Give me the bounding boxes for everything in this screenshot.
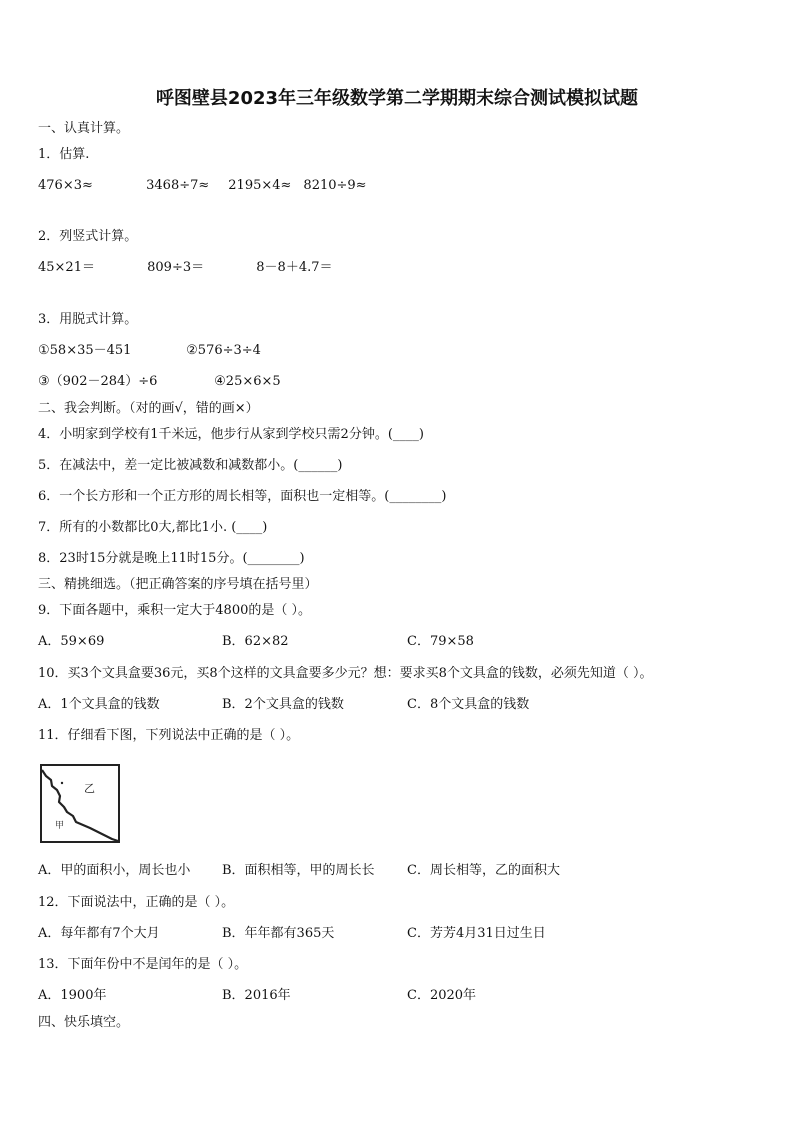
question-1-items xyxy=(38,178,367,194)
section-heading-2: 二、我会判断。（对的画√，错的画×） xyxy=(38,401,259,416)
question-11-stem: 11．仔细看下图，下列说法中正确的是（ ）。 xyxy=(38,728,300,743)
question-10-stem: 10．买3个文具盒要36元，买8个这样的文具盒要多少元？想：要求买8个文具盒的钱数，必须先知道（ ）。 xyxy=(38,666,653,681)
question-11-option-a: A．甲的面积小，周长也小 xyxy=(38,863,191,878)
vertical-calc-item: 809÷3＝ xyxy=(147,260,205,275)
estimate-item: 2195×4≈ xyxy=(228,178,292,193)
region-label-jia: 甲 xyxy=(55,821,65,831)
question-9-option-a: A．59×69 xyxy=(38,634,105,649)
question-11-figure xyxy=(38,762,122,844)
page-title: 呼图壁县2023年三年级数学第二学期期末综合测试模拟试题 xyxy=(155,88,639,109)
question-11-option-c: C．周长相等，乙的面积大 xyxy=(407,863,560,878)
stepwise-calc-item: ③（902－284）÷6 xyxy=(38,374,158,389)
vertical-calc-item: 45×21＝ xyxy=(38,260,95,275)
question-12-option-b: B．年年都有365天 xyxy=(222,926,335,941)
region-diagram xyxy=(38,762,122,844)
question-10-option-a: A．1个文具盒的钱数 xyxy=(38,697,160,712)
question-11-option-b: B．面积相等，甲的周长长 xyxy=(222,863,375,878)
judgement-item-6: 6．一个长方形和一个正方形的周长相等，面积也一定相等。(________) xyxy=(38,489,447,504)
estimate-item: 476×3≈ xyxy=(38,178,93,193)
question-10-option-b: B．2个文具盒的钱数 xyxy=(222,697,344,712)
judgement-item-5: 5．在减法中，差一定比被减数和减数都小。(______) xyxy=(38,458,343,473)
stepwise-calc-item: ①58×35－451 xyxy=(38,343,132,358)
stepwise-calc-item: ④25×6×5 xyxy=(214,374,281,389)
question-3-label: 3．用脱式计算。 xyxy=(38,312,138,327)
judgement-item-4: 4．小明家到学校有1千米远，他步行从家到学校只需2分钟。(____) xyxy=(38,427,424,442)
question-13-stem: 13．下面年份中不是闰年的是（ ）。 xyxy=(38,957,248,972)
question-2-label: 2．列竖式计算。 xyxy=(38,229,138,244)
question-13-option-c: C．2020年 xyxy=(407,988,477,1003)
judgement-item-7: 7．所有的小数都比0大,都比1小. (____) xyxy=(38,520,268,535)
question-12-option-c: C．芳芳4月31日过生日 xyxy=(407,926,546,941)
stepwise-calc-item: ②576÷3÷4 xyxy=(186,343,261,358)
question-10-option-c: C．8个文具盒的钱数 xyxy=(407,697,530,712)
section-heading-1: 一、认真计算。 xyxy=(38,121,130,136)
question-9-option-b: B．62×82 xyxy=(222,634,289,649)
question-3-items-row2 xyxy=(38,374,281,390)
estimate-item: 3468÷7≈ xyxy=(146,178,210,193)
question-1-label: 1．估算. xyxy=(38,147,90,162)
question-2-items xyxy=(38,260,333,276)
dividing-curve xyxy=(42,770,118,841)
question-3-items-row1 xyxy=(38,343,261,359)
question-9-option-c: C．79×58 xyxy=(407,634,474,649)
region-label-yi: 乙 xyxy=(84,782,95,795)
section-heading-3: 三、精挑细选。（把正确答案的序号填在括号里） xyxy=(38,577,318,592)
question-12-option-a: A．每年都有7个大月 xyxy=(38,926,160,941)
figure-border xyxy=(41,765,119,842)
figure-dot xyxy=(61,782,63,784)
vertical-calc-item: 8－8＋4.7＝ xyxy=(256,260,333,275)
question-13-option-a: A．1900年 xyxy=(38,988,107,1003)
question-9-stem: 9．下面各题中，乘积一定大于4800的是（ ）。 xyxy=(38,603,311,618)
question-13-option-b: B．2016年 xyxy=(222,988,291,1003)
question-12-stem: 12．下面说法中，正确的是（ ）。 xyxy=(38,895,235,910)
judgement-item-8: 8．23时15分就是晚上11时15分。(________) xyxy=(38,551,305,566)
section-heading-4: 四、快乐填空。 xyxy=(38,1015,130,1030)
estimate-item: 8210÷9≈ xyxy=(303,178,367,193)
